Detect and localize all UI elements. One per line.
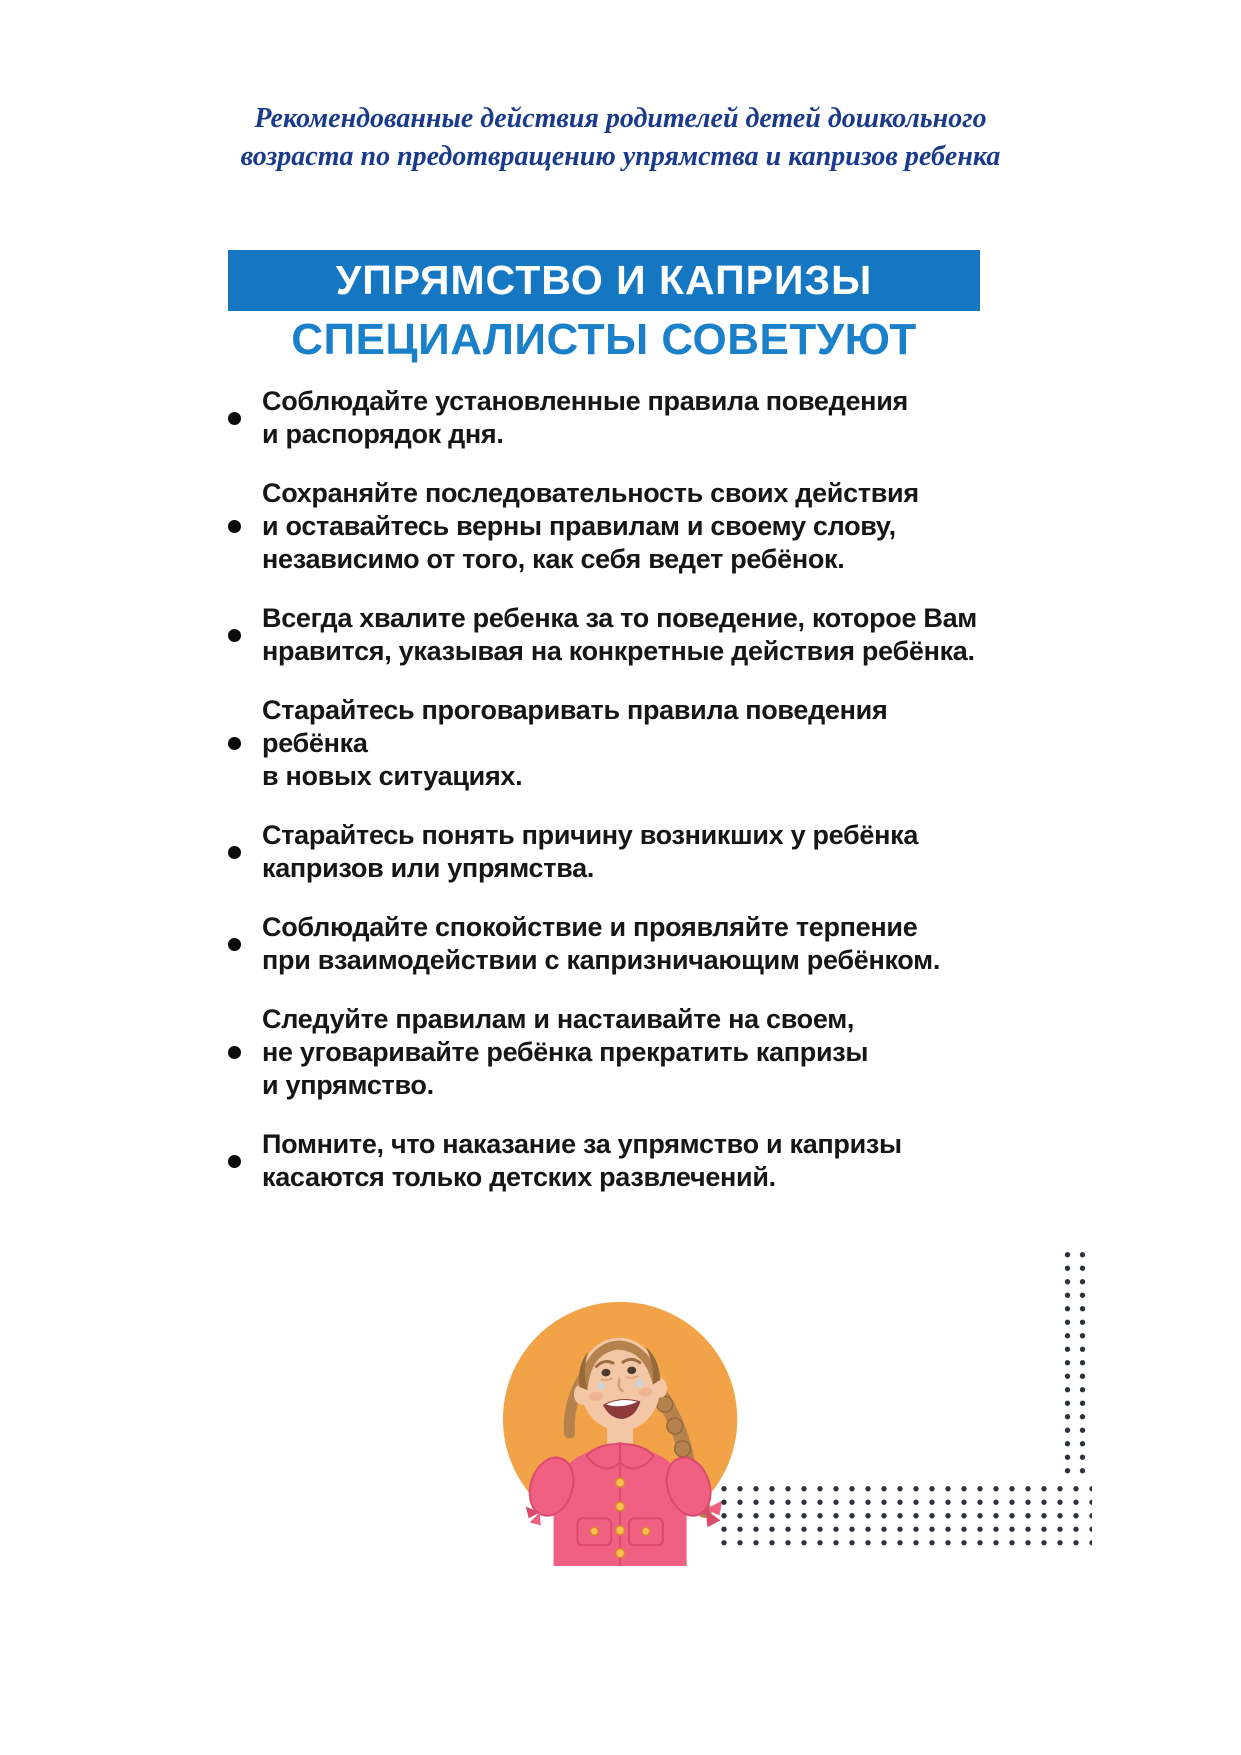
advice-item — [228, 602, 988, 668]
bullet-dot-icon — [228, 1046, 241, 1059]
advice-item — [228, 911, 988, 977]
advice-item-text: Помните, что наказание за упрямство и капризы касаются только детских развлечений. — [262, 1129, 902, 1192]
advice-item — [228, 819, 988, 885]
bullet-dot-icon — [228, 520, 241, 533]
advice-item-text: Сохраняйте последовательность своих действия и оставайтесь верны правилам и своему слову, независимо от того, как себя ведет ребёнок. — [262, 478, 919, 574]
bullet-dot-icon — [228, 1155, 241, 1168]
poster — [228, 250, 988, 1220]
advice-item-text: Следуйте правилам и настаивайте на своем, не уговаривайте ребёнка прекратить капризы и упрямство. — [262, 1004, 869, 1100]
bullet-dot-icon — [228, 938, 241, 951]
poster-subtitle: СПЕЦИАЛИСТЫ СОВЕТУЮТ — [291, 315, 917, 364]
advice-item-text: Старайтесь понять причину возникших у ребёнка капризов или упрямства. — [262, 820, 919, 883]
advice-item-text: Старайтесь проговаривать правила поведения ребёнка в новых ситуациях. — [262, 695, 888, 791]
bullet-dot-icon — [228, 737, 241, 750]
bullet-dot-icon — [228, 846, 241, 859]
advice-item — [228, 1128, 988, 1194]
advice-item — [228, 1003, 988, 1102]
banner-label: УПРЯМСТВО И КАПРИЗЫ — [335, 257, 873, 303]
bullet-dot-icon — [228, 629, 241, 642]
advice-list — [228, 385, 988, 1194]
advice-item-text: Всегда хвалите ребенка за то поведение, которое Вам нравится, указывая на конкретные действия ребёнка. — [262, 603, 977, 666]
advice-item — [228, 477, 988, 576]
advice-item-text: Соблюдайте спокойствие и проявляйте терпение при взаимодействии с капризничающим ребёнком. — [262, 912, 941, 975]
dot-pattern-horizontal — [716, 1482, 1092, 1549]
bullet-dot-icon — [228, 412, 241, 425]
document-title — [0, 100, 1241, 176]
headline-banner — [228, 250, 980, 311]
dot-pattern-vertical — [1060, 1248, 1091, 1480]
advice-item — [228, 694, 988, 793]
title-line-2: возраста по предотвращению упрямства и капризов ребенка — [240, 141, 1001, 172]
advice-item — [228, 385, 988, 451]
advice-item-text: Соблюдайте установленные правила поведения и распорядок дня. — [262, 386, 908, 449]
title-line-1: Рекомендованные действия родителей детей дошкольного — [254, 103, 987, 134]
